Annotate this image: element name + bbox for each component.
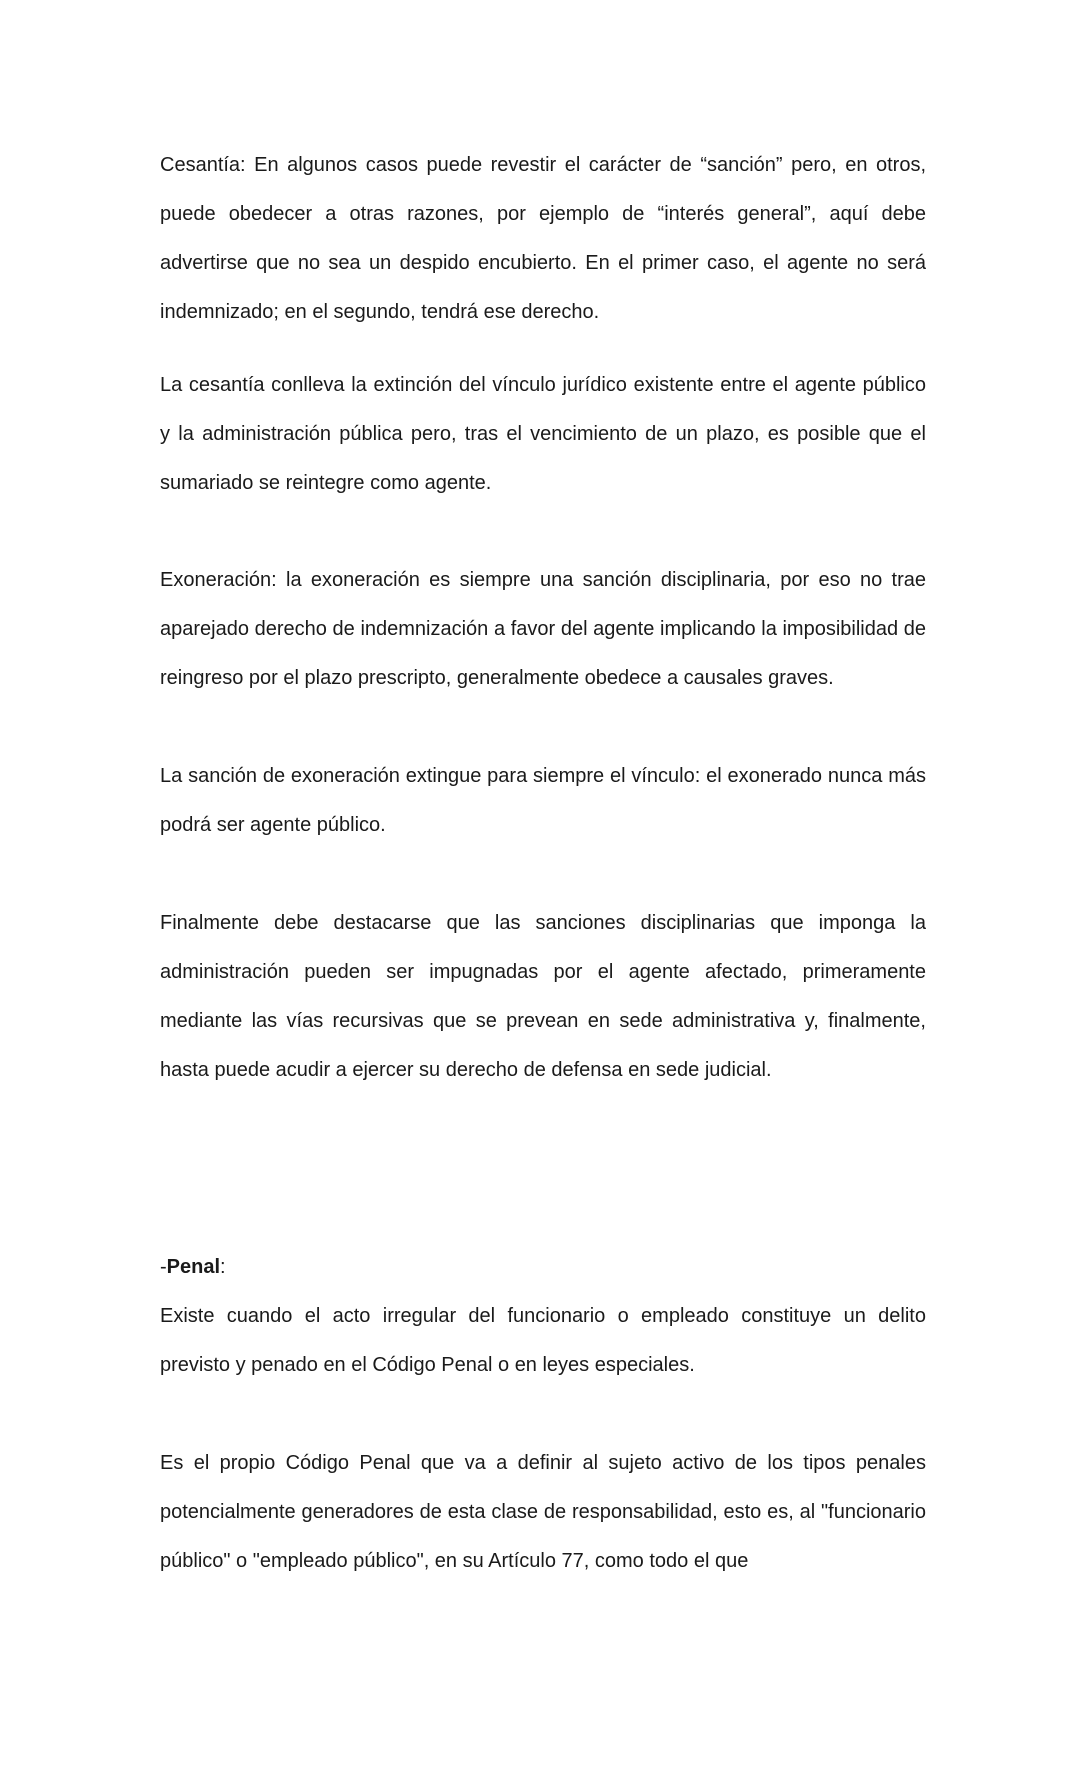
paragraph-exoneracion-effects: La sanción de exoneración extingue para siempre el vínculo: el exonerado nunca más podrá ser agente público. [160,765,926,836]
heading-suffix: : [220,1256,226,1278]
heading-prefix: - [160,1256,167,1278]
section-heading-penal [160,1243,926,1292]
paragraph-cesantia-definition: Cesantía: En algunos casos puede revestir el carácter de “sanción” pero, en otros, puede obedecer a otras razones, por ejemplo de “interés general”, aquí debe advertirse que no sea un despido encubierto. En el primer caso, el agente no será indemnizado; en el segundo, tendrá ese derecho. [160,154,926,323]
paragraph-exoneracion-definition: Exoneración: la exoneración es siempre una sanción disciplinaria, por eso no trae aparejado derecho de indemnización a favor del agente implicando la imposibilidad de reingreso por el plazo prescripto, generalmente obedece a causales graves. [160,569,926,689]
paragraph-codigo-penal: Es el propio Código Penal que va a definir al sujeto activo de los tipos penales potencialmente generadores de esta clase de responsabilidad, esto es, al "funcionario público" o "empleado público", en su Artículo 77, como todo el que [160,1452,926,1572]
paragraph-penal-definition: Existe cuando el acto irregular del funcionario o empleado constituye un delito previsto y penado en el Código Penal o en leyes especiales. [160,1305,926,1376]
heading-title: Penal [166,1256,221,1278]
paragraph-cesantia-effects: La cesantía conlleva la extinción del vínculo jurídico existente entre el agente público y la administración pública pero, tras el vencimiento de un plazo, es posible que el sumariado se reintegre como agente. [160,374,926,494]
paragraph-impugnacion: Finalmente debe destacarse que las sanciones disciplinarias que imponga la administración pueden ser impugnadas por el agente afectado, primeramente mediante las vías recursivas que se prevean en sede administrativa y, finalmente, hasta puede acudir a ejercer su derecho de defensa en sede judicial. [160,912,926,1081]
